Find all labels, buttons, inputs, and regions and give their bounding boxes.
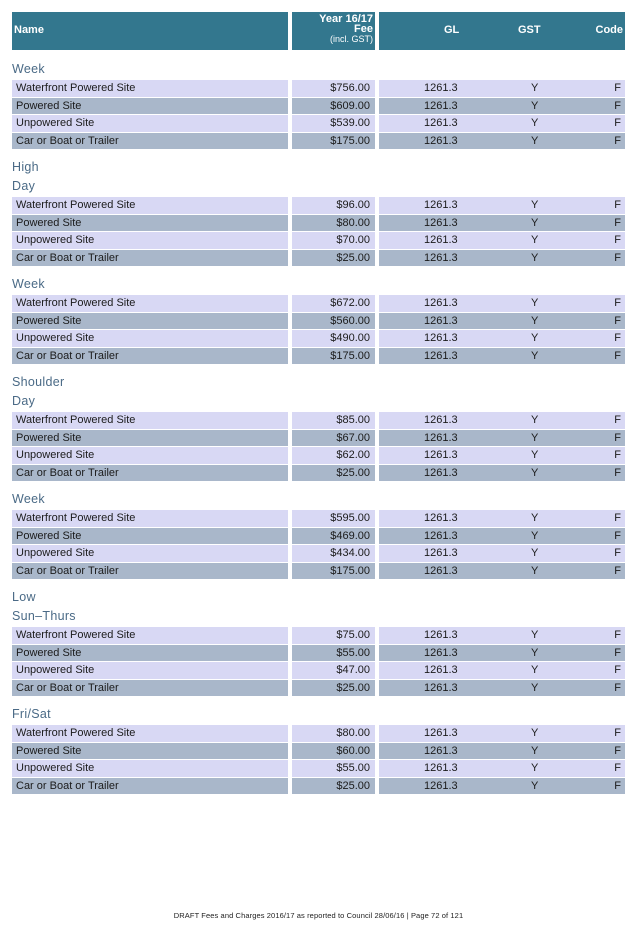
row-gst: Y	[531, 251, 539, 264]
row-fee: $25.00	[292, 465, 375, 482]
row-gst: Y	[531, 529, 539, 542]
row-code: F	[614, 762, 621, 774]
row-fee: $560.00	[292, 313, 375, 330]
row-codes	[379, 80, 625, 97]
fee-section	[12, 276, 625, 365]
row-name: Unpowered Site	[12, 115, 288, 132]
section-title: High	[12, 160, 39, 174]
row-codes	[379, 725, 625, 742]
row-gl: 1261.3	[424, 349, 458, 362]
row-gst: Y	[531, 629, 539, 641]
header-name: Name	[12, 12, 288, 50]
row-name: Powered Site	[12, 215, 288, 232]
row-codes	[379, 447, 625, 464]
section-title: Week	[12, 62, 45, 76]
row-fee: $75.00	[292, 627, 375, 644]
row-gl: 1261.3	[424, 82, 458, 94]
row-gl: 1261.3	[424, 449, 458, 461]
row-name: Unpowered Site	[12, 447, 288, 464]
row-fee: $490.00	[292, 330, 375, 347]
row-gst: Y	[531, 449, 539, 461]
fees-table-page	[12, 12, 625, 804]
row-gst: Y	[531, 681, 539, 694]
row-name: Powered Site	[12, 743, 288, 760]
row-name: Waterfront Powered Site	[12, 510, 288, 527]
row-name: Powered Site	[12, 98, 288, 115]
row-gl: 1261.3	[424, 251, 458, 264]
row-codes	[379, 528, 625, 545]
row-fee: $55.00	[292, 645, 375, 662]
row-fee: $539.00	[292, 115, 375, 132]
row-gst: Y	[531, 466, 539, 479]
row-name: Unpowered Site	[12, 545, 288, 562]
row-fee: $25.00	[292, 778, 375, 795]
row-name: Unpowered Site	[12, 232, 288, 249]
table-header	[12, 12, 625, 50]
row-name: Waterfront Powered Site	[12, 197, 288, 214]
row-name: Powered Site	[12, 313, 288, 330]
row-fee: $25.00	[292, 250, 375, 267]
row-code: F	[614, 681, 621, 694]
row-codes	[379, 313, 625, 330]
table-row	[12, 215, 625, 233]
section-title: Day	[12, 394, 36, 408]
row-gl: 1261.3	[424, 744, 458, 757]
row-code: F	[614, 779, 621, 792]
row-gl: 1261.3	[424, 779, 458, 792]
row-gl: 1261.3	[424, 431, 458, 444]
row-fee: $80.00	[292, 215, 375, 232]
row-codes	[379, 295, 625, 312]
row-gst: Y	[531, 82, 539, 94]
row-codes	[379, 115, 625, 132]
table-row	[12, 778, 625, 796]
fee-section	[12, 706, 625, 795]
row-gl: 1261.3	[424, 529, 458, 542]
row-code: F	[614, 646, 621, 659]
table-row	[12, 743, 625, 761]
section-title: Sun–Thurs	[12, 609, 76, 623]
row-code: F	[614, 431, 621, 444]
row-code: F	[614, 744, 621, 757]
row-gst: Y	[531, 297, 539, 309]
row-gl: 1261.3	[424, 134, 458, 147]
row-codes	[379, 197, 625, 214]
row-name: Waterfront Powered Site	[12, 80, 288, 97]
row-name: Car or Boat or Trailer	[12, 563, 288, 580]
row-name: Car or Boat or Trailer	[12, 348, 288, 365]
row-code: F	[614, 349, 621, 362]
row-codes	[379, 662, 625, 679]
row-code: F	[614, 414, 621, 426]
row-gl: 1261.3	[424, 216, 458, 229]
row-gl: 1261.3	[424, 332, 458, 344]
row-gl: 1261.3	[424, 646, 458, 659]
row-fee: $175.00	[292, 348, 375, 365]
row-gl: 1261.3	[424, 664, 458, 676]
row-codes	[379, 465, 625, 482]
row-codes	[379, 348, 625, 365]
table-row	[12, 80, 625, 98]
row-codes	[379, 545, 625, 562]
row-codes	[379, 627, 625, 644]
row-gst: Y	[531, 414, 539, 426]
fee-section	[12, 159, 625, 267]
row-code: F	[614, 664, 621, 676]
row-gl: 1261.3	[424, 681, 458, 694]
table-row	[12, 447, 625, 465]
fee-section	[12, 61, 625, 150]
row-code: F	[614, 216, 621, 229]
row-code: F	[614, 251, 621, 264]
row-gst: Y	[531, 547, 539, 559]
fee-section	[12, 491, 625, 580]
row-code: F	[614, 82, 621, 94]
row-codes	[379, 250, 625, 267]
row-codes	[379, 510, 625, 527]
row-code: F	[614, 117, 621, 129]
row-codes	[379, 98, 625, 115]
row-fee: $60.00	[292, 743, 375, 760]
table-row	[12, 645, 625, 663]
row-gst: Y	[531, 216, 539, 229]
row-fee: $96.00	[292, 197, 375, 214]
header-codes	[379, 12, 625, 50]
header-gl: GL	[444, 24, 460, 36]
row-name: Powered Site	[12, 528, 288, 545]
row-fee: $55.00	[292, 760, 375, 777]
row-gst: Y	[531, 646, 539, 659]
table-row	[12, 330, 625, 348]
row-gst: Y	[531, 779, 539, 792]
table-row	[12, 412, 625, 430]
row-name: Waterfront Powered Site	[12, 412, 288, 429]
table-row	[12, 250, 625, 268]
row-gl: 1261.3	[424, 762, 458, 774]
row-codes	[379, 760, 625, 777]
row-gst: Y	[531, 117, 539, 129]
table-row	[12, 232, 625, 250]
table-row	[12, 115, 625, 133]
row-fee: $80.00	[292, 725, 375, 742]
table-row	[12, 313, 625, 331]
row-gst: Y	[531, 199, 539, 211]
fee-section	[12, 374, 625, 482]
row-fee: $85.00	[292, 412, 375, 429]
header-gst: GST	[518, 24, 541, 36]
row-gst: Y	[531, 234, 539, 246]
table-row	[12, 510, 625, 528]
row-gl: 1261.3	[424, 199, 458, 211]
row-codes	[379, 680, 625, 697]
row-gl: 1261.3	[424, 314, 458, 327]
row-gst: Y	[531, 727, 539, 739]
row-gst: Y	[531, 744, 539, 757]
row-gst: Y	[531, 314, 539, 327]
row-codes	[379, 743, 625, 760]
row-fee: $595.00	[292, 510, 375, 527]
header-fee-line3: (incl. GST)	[329, 34, 373, 44]
header-fee	[292, 12, 375, 50]
row-name: Waterfront Powered Site	[12, 725, 288, 742]
table-row	[12, 465, 625, 483]
row-codes	[379, 563, 625, 580]
row-gl: 1261.3	[424, 117, 458, 129]
row-code: F	[614, 564, 621, 577]
row-code: F	[614, 512, 621, 524]
row-name: Car or Boat or Trailer	[12, 680, 288, 697]
row-name: Waterfront Powered Site	[12, 295, 288, 312]
row-fee: $469.00	[292, 528, 375, 545]
row-name: Car or Boat or Trailer	[12, 250, 288, 267]
row-codes	[379, 215, 625, 232]
table-row	[12, 563, 625, 581]
table-row	[12, 662, 625, 680]
header-fee-line2: Fee	[354, 23, 373, 35]
section-title: Shoulder	[12, 375, 65, 389]
row-fee: $756.00	[292, 80, 375, 97]
row-name: Powered Site	[12, 645, 288, 662]
row-code: F	[614, 727, 621, 739]
row-code: F	[614, 629, 621, 641]
section-title: Fri/Sat	[12, 707, 51, 721]
row-gst: Y	[531, 664, 539, 676]
section-title: Day	[12, 179, 36, 193]
row-code: F	[614, 134, 621, 147]
row-name: Unpowered Site	[12, 330, 288, 347]
row-gl: 1261.3	[424, 727, 458, 739]
fee-sections	[12, 61, 625, 795]
row-name: Unpowered Site	[12, 662, 288, 679]
row-fee: $25.00	[292, 680, 375, 697]
row-code: F	[614, 449, 621, 461]
row-code: F	[614, 234, 621, 246]
row-codes	[379, 645, 625, 662]
row-fee: $62.00	[292, 447, 375, 464]
section-title: Week	[12, 277, 45, 291]
row-fee: $47.00	[292, 662, 375, 679]
row-gst: Y	[531, 762, 539, 774]
row-fee: $67.00	[292, 430, 375, 447]
row-gl: 1261.3	[424, 547, 458, 559]
row-codes	[379, 330, 625, 347]
table-row	[12, 430, 625, 448]
row-gl: 1261.3	[424, 564, 458, 577]
row-gl: 1261.3	[424, 629, 458, 641]
header-fee-line1: Year 16/17	[319, 13, 373, 25]
row-fee: $609.00	[292, 98, 375, 115]
row-codes	[379, 430, 625, 447]
row-name: Powered Site	[12, 430, 288, 447]
row-fee: $70.00	[292, 232, 375, 249]
table-row	[12, 348, 625, 366]
table-row	[12, 133, 625, 151]
row-code: F	[614, 99, 621, 112]
table-row	[12, 528, 625, 546]
row-code: F	[614, 199, 621, 211]
page-footer: DRAFT Fees and Charges 2016/17 as reported to Council 28/06/16 | Page 72 of 121	[173, 911, 464, 920]
header-code: Code	[595, 24, 623, 36]
section-title: Week	[12, 492, 45, 506]
table-row	[12, 295, 625, 313]
row-gl: 1261.3	[424, 234, 458, 246]
table-row	[12, 680, 625, 698]
row-gst: Y	[531, 564, 539, 577]
row-gst: Y	[531, 332, 539, 344]
section-title: Low	[12, 590, 36, 604]
row-code: F	[614, 297, 621, 309]
table-row	[12, 760, 625, 778]
row-code: F	[614, 529, 621, 542]
table-row	[12, 627, 625, 645]
row-gst: Y	[531, 431, 539, 444]
row-name: Unpowered Site	[12, 760, 288, 777]
table-row	[12, 545, 625, 563]
row-gl: 1261.3	[424, 466, 458, 479]
row-codes	[379, 412, 625, 429]
row-gst: Y	[531, 512, 539, 524]
row-fee: $175.00	[292, 563, 375, 580]
row-name: Waterfront Powered Site	[12, 627, 288, 644]
row-codes	[379, 232, 625, 249]
row-name: Car or Boat or Trailer	[12, 778, 288, 795]
row-gst: Y	[531, 99, 539, 112]
row-gl: 1261.3	[424, 512, 458, 524]
row-fee: $434.00	[292, 545, 375, 562]
row-name: Car or Boat or Trailer	[12, 465, 288, 482]
row-fee: $175.00	[292, 133, 375, 150]
row-gst: Y	[531, 349, 539, 362]
table-row	[12, 725, 625, 743]
row-gst: Y	[531, 134, 539, 147]
row-gl: 1261.3	[424, 414, 458, 426]
row-fee: $672.00	[292, 295, 375, 312]
row-gl: 1261.3	[424, 297, 458, 309]
row-code: F	[614, 314, 621, 327]
table-row	[12, 98, 625, 116]
table-row	[12, 197, 625, 215]
row-name: Car or Boat or Trailer	[12, 133, 288, 150]
row-code: F	[614, 332, 621, 344]
row-code: F	[614, 466, 621, 479]
row-gl: 1261.3	[424, 99, 458, 112]
row-codes	[379, 133, 625, 150]
row-codes	[379, 778, 625, 795]
row-code: F	[614, 547, 621, 559]
fee-section	[12, 589, 625, 697]
